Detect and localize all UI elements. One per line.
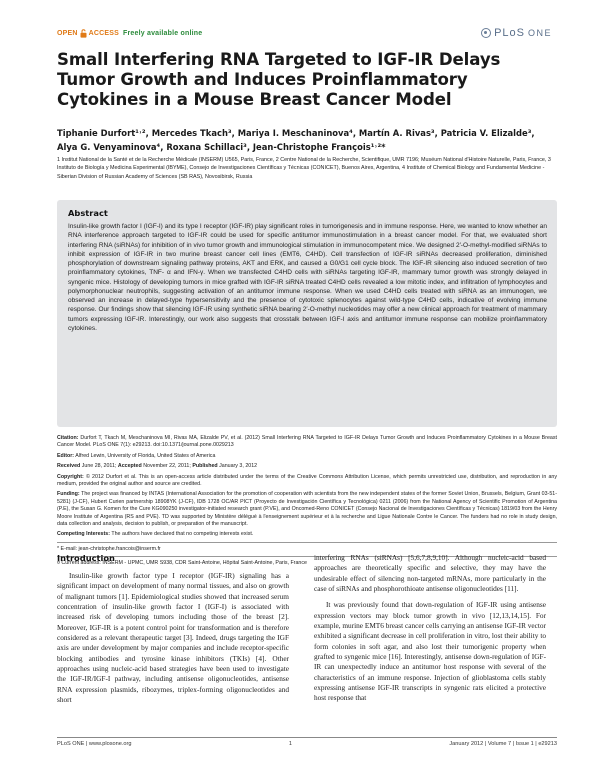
abstract-heading: Abstract bbox=[68, 208, 108, 218]
footer-page-number: 1 bbox=[288, 741, 293, 747]
plos-circle-icon bbox=[481, 28, 491, 38]
footer-issue: January 2012 | Volume 7 | Issue 1 | e29213 bbox=[449, 741, 557, 747]
author-list bbox=[57, 126, 552, 154]
body-column-left bbox=[57, 553, 289, 711]
freely-available-text: Freely available online bbox=[123, 29, 203, 37]
editor: Editor: Alfred Lewin, University of Florida, United States of America bbox=[57, 452, 216, 459]
plos-word: PLoS bbox=[494, 27, 525, 39]
funding: Funding: The project was financed by INTAS (International Association for the promotion of cooperation with scientists from the new independent states of the former Soviet Union, Brussels, Belgium, Grant 03-51-5281) (J-CF), Hubert Curien partnership 18908YK (J-CF), IDB 1728 OC/AR PICT (Proyecto de Investigación Científica y Tecnológica) 0211 (2006) from the National Agency of Scientific Promotion of Argentina (P.E), the Susan G. Komen for the Cure KG090250 investigator-initiated research grant (P.VE), and Oncomed-Reno CONICET (Consejo Nacional de Investigaciones Científicas y Técnicas) 1819/03 from the Henry Moore Institute of Argentina (RS and PVE). TD was supported by Ministère délégué à l'enseignement supérieur et à la recherche and Ligue Nationale Contre le Cancer. The funders had no role in study design, data collection and analysis, decision to publish, or preparation of the manuscript. bbox=[57, 491, 557, 528]
page-footer bbox=[57, 737, 557, 747]
divider bbox=[57, 542, 557, 543]
open-word: OPEN bbox=[57, 29, 78, 37]
footer-journal: PLoS ONE | www.plosone.org bbox=[57, 741, 132, 747]
access-word: ACCESS bbox=[88, 29, 120, 37]
body-column-right bbox=[314, 553, 546, 710]
copyright: Copyright: © 2012 Durfort et al. This is an open-access article distributed under the terms of the Creative Commons Attribution License, which permits unrestricted use, distribution, and reproduction in any medium, provided the original author and source are credited. bbox=[57, 473, 557, 488]
authors-line-1: Tiphanie Durfort¹˒², Mercedes Tkach³, Mariya I. Meschaninova⁴, Martín A. Rivas³, Patricia V. Elizalde³, bbox=[57, 128, 535, 138]
current-address: ¤ Current address: INSERM - UPMC, UMR S938, CDR Saint-Antoine, Hôpital Saint-Antoine, Paris, France bbox=[57, 560, 307, 567]
affiliations: 1 Institut National de la Santé et de la Recherche Médicale (INSERM) U565, Paris, France, 2 Centre National de la Recherche, Scientifique, UMR 7196; Muséum National d'Histoire Naturelle, Paris, France, 3 Instituto de Biología y Medicina Experimental (IBYME), Consejo de Investigaciones Científicas y Técnicas (CONICET), Buenos Aires, Argentina, 4 Institute of Chemical Biology and Fundamental Medicine - Siberian Division of Russian Academy of Sciences (SB RAS), Novosibirsk, Russia bbox=[57, 157, 551, 180]
open-access-lock-icon bbox=[80, 29, 87, 38]
authors-line-2: Alya G. Venyaminova⁴, Roxana Schillaci³, Jean-Christophe François¹˒²* bbox=[57, 142, 386, 152]
intro-paragraph-continued: interfering RNAs (siRNAs) [5,6,7,8,9,10]. Although nucleic-acid based approaches are theoretically specific and selective, they may have the undesirable effect of silencing non-targeted mRNAs, more particularly in the case of siRNAs and phosphorothioate antisense oligonucleotides [11]. bbox=[314, 553, 546, 594]
introduction-heading: Introduction bbox=[57, 553, 115, 563]
abstract-text: Insulin-like growth factor I (IGF-I) and its type I receptor (IGF-IR) play significant roles in tumorigenesis and in immune response. Here, we wanted to know whether an RNA interference approach targeted to IGF-IR could be used for specific antitumor immunostimulation in a breast cancer model. For that, we evaluated short interfering RNA (siRNAs) for inhibition of in vivo tumor growth and immunological stimulation in immunocompetent mice. We designed 2′-O-methyl-modified siRNAs to inhibit expression of IGF-IR in two murine breast cancer cell lines (EMT6, C4HD). Cell transfection of IGF-IR siRNAs decreased proliferation, diminished phosphorylation of downstream signaling pathway proteins, AKT and ERK, and caused a G0/G1 cell cycle block. The IGF-IR silencing also induced secretion of two proinflammatory cytokines, TNF- α and IFN-γ. When we transfected C4HD cells with siRNAs targeting IGF-IR, mammary tumor growth was strongly delayed in syngenic mice. Histology of developing tumors in mice grafted with IGF-IR siRNA treated C4HD cells revealed a low mitotic index, and infiltration of lymphocytes and polymorphonuclear neutrophils, suggesting activation of an antitumor immune response. When we used C4HD cells treated with siRNA as an immunogen, we observed an increase in delayed-type hypersensitivity and the presence of cytotoxic splenocytes against wild-type C4HD cells, indicative of evolving immune response. Our findings show that silencing IGF-IR using synthetic siRNA bearing 2′-O-methyl nucleotides may offer a new clinical approach for treatment of mammary tumors expressing IGF-IR. Interestingly, our work also suggests that crosstalk between IGF-I axis and antitumor immune response can mobilize proinflammatory cytokines. bbox=[68, 223, 547, 332]
open-access-badge bbox=[57, 29, 202, 38]
citation: Citation: Durfort T, Tkach M, Meschaninova MI, Rivas MA, Elizalde PV, et al. (2012) Small Interfering RNA Targeted to IGF-IR Delays Tumor Growth and Induces Proinflammatory Cytokines in a Mouse Breast Cancer Model. PLoS ONE 7(1): e29213. doi:10.1371/journal.pone.0029213 bbox=[57, 435, 557, 449]
intro-paragraph-2: It was previously found that down-regulation of IGF-IR using antisense expression vectors may block tumor growth in vivo [12,13,14,15]. For example, murine EMT6 breast cancer cells carrying an antisense IGF-IR vector exhibited a significant decrease in cell proliferation in vitro, lost their ability to form colonies in soft agar, and also lost their tumorigenic property when grafted to syngenic mice [16]. Interestingly, antisense down-regulation of IGF-IR can unexpectedly induce an antitumor host response with several of the characteristics of an immune response. Injection of glioblastoma cells stably expressing antisense IGF-IR transcripts in syngenic rats elicited a protective host response that bbox=[314, 600, 546, 703]
dates: Received June 28, 2011; Accepted November 22, 2011; Published January 3, 2012 bbox=[57, 463, 258, 470]
intro-paragraph-1: Insulin-like growth factor type I receptor (IGF-IR) signaling has a significant impact on development of many normal tissues, and also on growth of malignant tumors [1]. Epidemiological studies showed that increased serum concentration of insulin-like growth factor I (IGF-I) is associated with increased risk of developing tumors including those of the breast [2]. Moreover, IGF-IR is a potent control point for transformation and is therefore considered as a relevant therapeutic target [3]. Indeed, drugs targeting the IGF axis are under development by major companies and include receptor-specific blocking antibodies and tyrosine kinase inhibitors (TKIs) [4]. Other approaches using nucleic-acid based strategies have been used to investigate the IGF-IR/IGF-I pathway, including antisense oligonucleotides, antisense RNA expression plasmids, ribozymes, triplex-forming oligonucleotides and short bbox=[57, 571, 289, 705]
one-word: ONE bbox=[527, 28, 552, 38]
email-line[interactable]: * E-mail: jean-christophe.francois@inserm.fr bbox=[57, 545, 161, 552]
article-title: Small Interfering RNA Targeted to IGF-IR Delays Tumor Growth and Induces Proinflammatory Cytokines in a Mouse Breast Cancer Model bbox=[57, 50, 501, 109]
journal-header bbox=[57, 26, 552, 40]
competing-interests: Competing Interests: The authors have declared that no competing interests exist. bbox=[57, 531, 254, 538]
plos-one-logo bbox=[481, 27, 552, 39]
abstract-box bbox=[57, 200, 557, 427]
article-metadata bbox=[57, 435, 557, 571]
